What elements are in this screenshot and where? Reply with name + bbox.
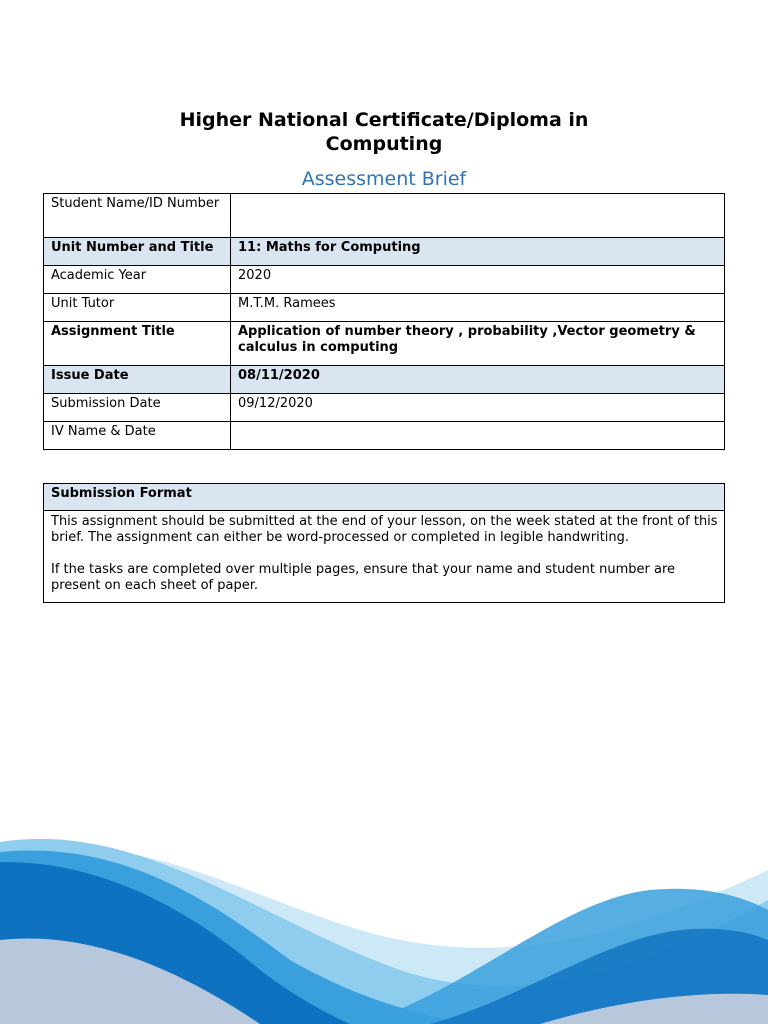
row-label: Unit Tutor (44, 294, 231, 322)
row-value (231, 422, 725, 450)
table-row (44, 484, 725, 511)
row-label: Issue Date (44, 366, 231, 394)
submission-paragraph-2: If the tasks are completed over multiple pages, ensure that your name and student number are present on each sheet of paper. (51, 562, 676, 593)
row-label: Assignment Title (44, 322, 231, 366)
submission-paragraph-1: This assignment should be submitted at the end of your lesson, on the week stated at the front of this brief. The assignment can either be word-processed or completed in legible handwriting. (51, 514, 718, 545)
title-line-2: Computing (325, 133, 443, 155)
document-subtitle: Assessment Brief (301, 168, 467, 190)
row-value: Application of number theory , probability ,Vector geometry & calculus in computing (231, 322, 725, 366)
row-label: IV Name & Date (44, 422, 231, 450)
decorative-wave-footer (0, 800, 768, 1024)
document-title (0, 108, 768, 156)
submission-format-body (44, 511, 725, 603)
title-line-1: Higher National Certificate/Diploma in (179, 109, 589, 131)
submission-format-table (43, 483, 725, 603)
row-label: Unit Number and Title (44, 238, 231, 266)
table-row (44, 266, 725, 294)
brief-details-table (43, 193, 725, 450)
table-row (44, 194, 725, 238)
row-value: 08/11/2020 (231, 366, 725, 394)
table-row (44, 238, 725, 266)
table-row (44, 422, 725, 450)
row-value (231, 194, 725, 238)
table-row (44, 511, 725, 603)
row-label: Submission Date (44, 394, 231, 422)
row-value: 09/12/2020 (231, 394, 725, 422)
table-row (44, 294, 725, 322)
table-row (44, 394, 725, 422)
table-row (44, 366, 725, 394)
submission-format-heading: Submission Format (44, 484, 725, 511)
row-value: 2020 (231, 266, 725, 294)
row-value: M.T.M. Ramees (231, 294, 725, 322)
row-value: 11: Maths for Computing (231, 238, 725, 266)
table-row (44, 322, 725, 366)
row-label: Academic Year (44, 266, 231, 294)
row-label: Student Name/ID Number (44, 194, 231, 238)
